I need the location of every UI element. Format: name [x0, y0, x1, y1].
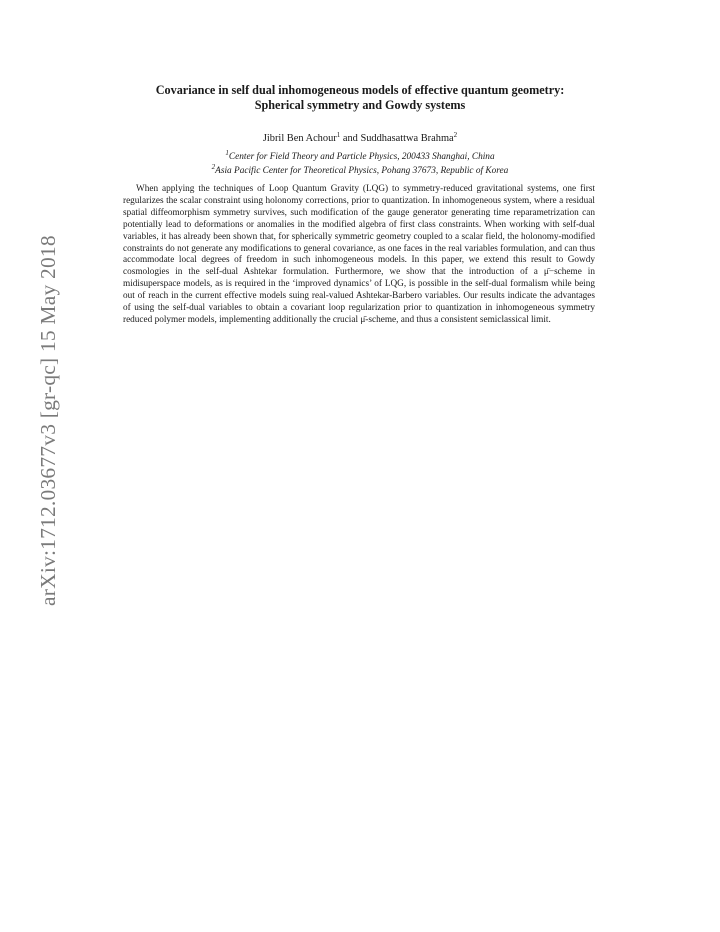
author-affiliation-mark: 2 [453, 131, 458, 139]
affiliation-text: Center for Field Theory and Particle Physics, 200433 Shanghai, China [228, 152, 495, 162]
author-affiliation-mark: 1 [336, 131, 341, 139]
affiliation-mark: 1 [225, 149, 229, 157]
affiliation-line [60, 151, 660, 163]
arxiv-identifier-stamp: arXiv:1712.03677v3 [gr-qc] 15 May 2018 [36, 235, 60, 606]
affiliation-line [60, 165, 660, 177]
author-name: Jibril Ben Achour [262, 133, 337, 144]
author-list [60, 132, 660, 145]
title-line-1: Covariance in self dual inhomogeneous models of effective quantum geometry: [155, 83, 565, 97]
title-line-2: Spherical symmetry and Gowdy systems [254, 98, 466, 112]
affiliation-mark: 2 [211, 163, 216, 171]
abstract-paragraph: When applying the techniques of Loop Quantum Gravity (LQG) to symmetry-reduced gravitational systems, one first regularizes the scalar constraint using holonomy corrections, prior to quantization. In inhomogeneous system, where a residual spatial diffeomorphism symmetry survives, such modification of the gauge generator generating time reparametrization can potentially lead to deformations or anomalies in the modified algebra of first class constraints. When working with self-dual variables, it has already been shown that, for spherically symmetric geometry coupled to a scalar field, the holonomy-modified constraints do not generate any modifications to general covariance, as one faces in the real variables formulation, and can thus accommodate local degrees of freedom in such inhomogeneous models. In this paper, we extend this result to Gowdy cosmologies in the self-dual Ashtekar formulation. Furthermore, we show that the introduction of a μ̄−scheme in midisuperspace models, as is required in the ‘improved dynamics’ of LQG, is possible in the self-dual formalism while being out of reach in the current effective models suing real-valued Ashtekar-Barbero variables. Our results indicate the advantages of using the self-dual variables to obtain a covariant loop regularization prior to quantization in inhomogeneous symmetry reduced polymer models, implementing additionally the crucial μ̄-scheme, and thus a consistent semiclassical limit. [123, 184, 595, 325]
affiliation-text: Asia Pacific Center for Theoretical Physics, Pohang 37673, Republic of Korea [215, 166, 509, 176]
author-connector: and [340, 133, 361, 144]
author-name: Suddhasattwa Brahma [360, 133, 454, 144]
paper-title [60, 83, 660, 113]
